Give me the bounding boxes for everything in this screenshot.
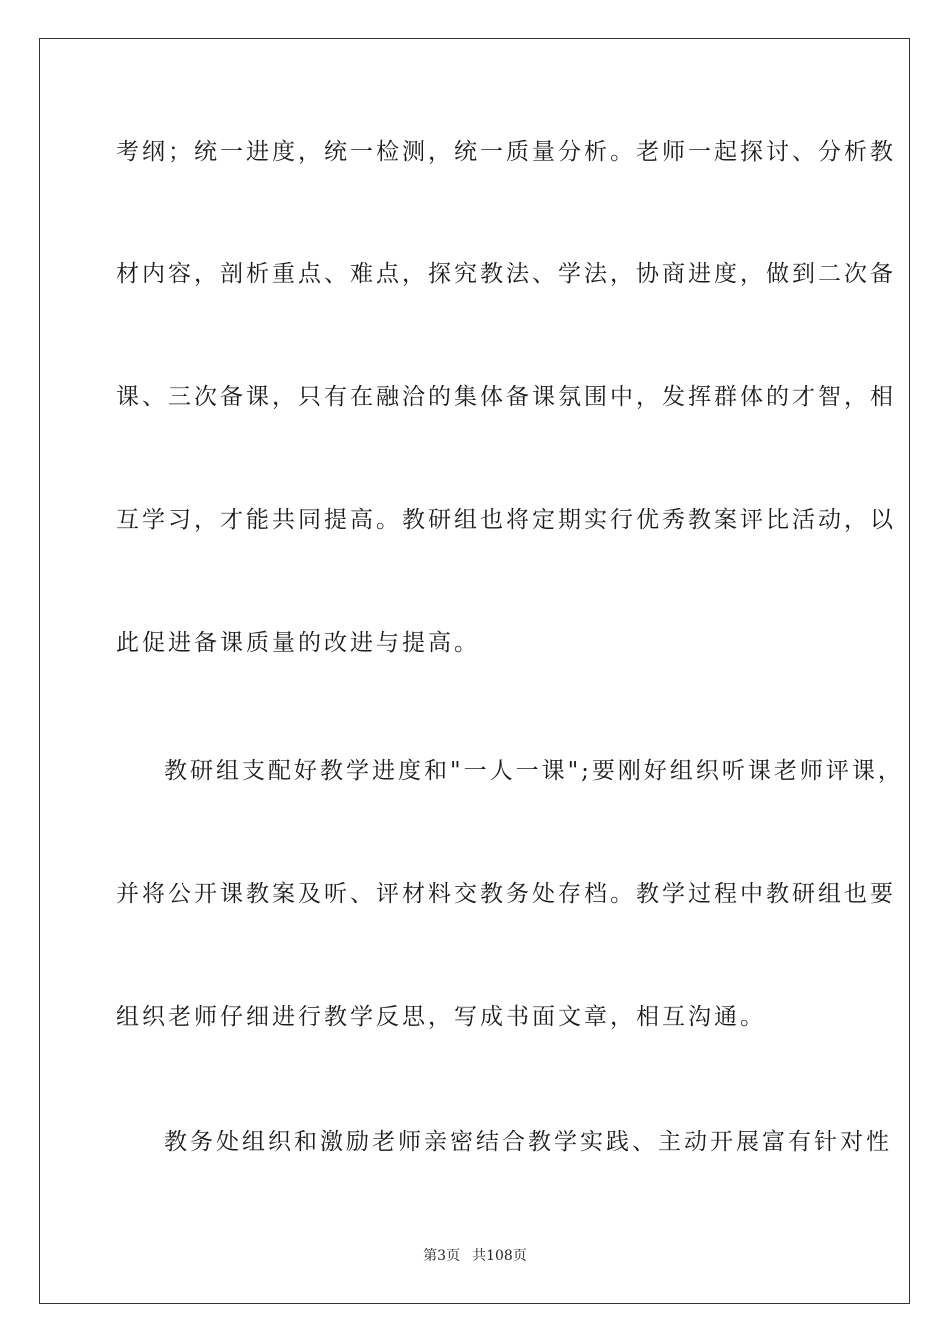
page-footer bbox=[0, 1246, 950, 1266]
body-line-1: 考纲；统一进度，统一检测，统一质量分析。老师一起探讨、分析教 bbox=[116, 139, 896, 165]
page-number: 第3页 bbox=[423, 1248, 461, 1264]
body-line-7: 并将公开课教案及听、评材料交教务处存档。教学过程中教研组也要 bbox=[116, 881, 896, 907]
body-line-3: 课、三次备课，只有在融洽的集体备课氛围中，发挥群体的才智，相 bbox=[116, 384, 896, 410]
page-total: 共108页 bbox=[472, 1248, 527, 1264]
body-line-6: 教研组支配好教学进度和"一人一课";要刚好组织听课老师评课， bbox=[164, 758, 904, 784]
body-line-4: 互学习，才能共同提高。教研组也将定期实行优秀教案评比活动，以 bbox=[116, 507, 896, 533]
page-border bbox=[39, 38, 910, 1304]
body-line-2: 材内容，剖析重点、难点，探究教法、学法，协商进度，做到二次备 bbox=[116, 261, 896, 287]
body-line-8: 组织老师仔细进行教学反思，写成书面文章，相互沟通。 bbox=[116, 1004, 766, 1030]
body-line-5: 此促进备课质量的改进与提高。 bbox=[116, 630, 480, 656]
body-line-9: 教务处组织和激励老师亲密结合教学实践、主动开展富有针对性 bbox=[164, 1129, 892, 1155]
